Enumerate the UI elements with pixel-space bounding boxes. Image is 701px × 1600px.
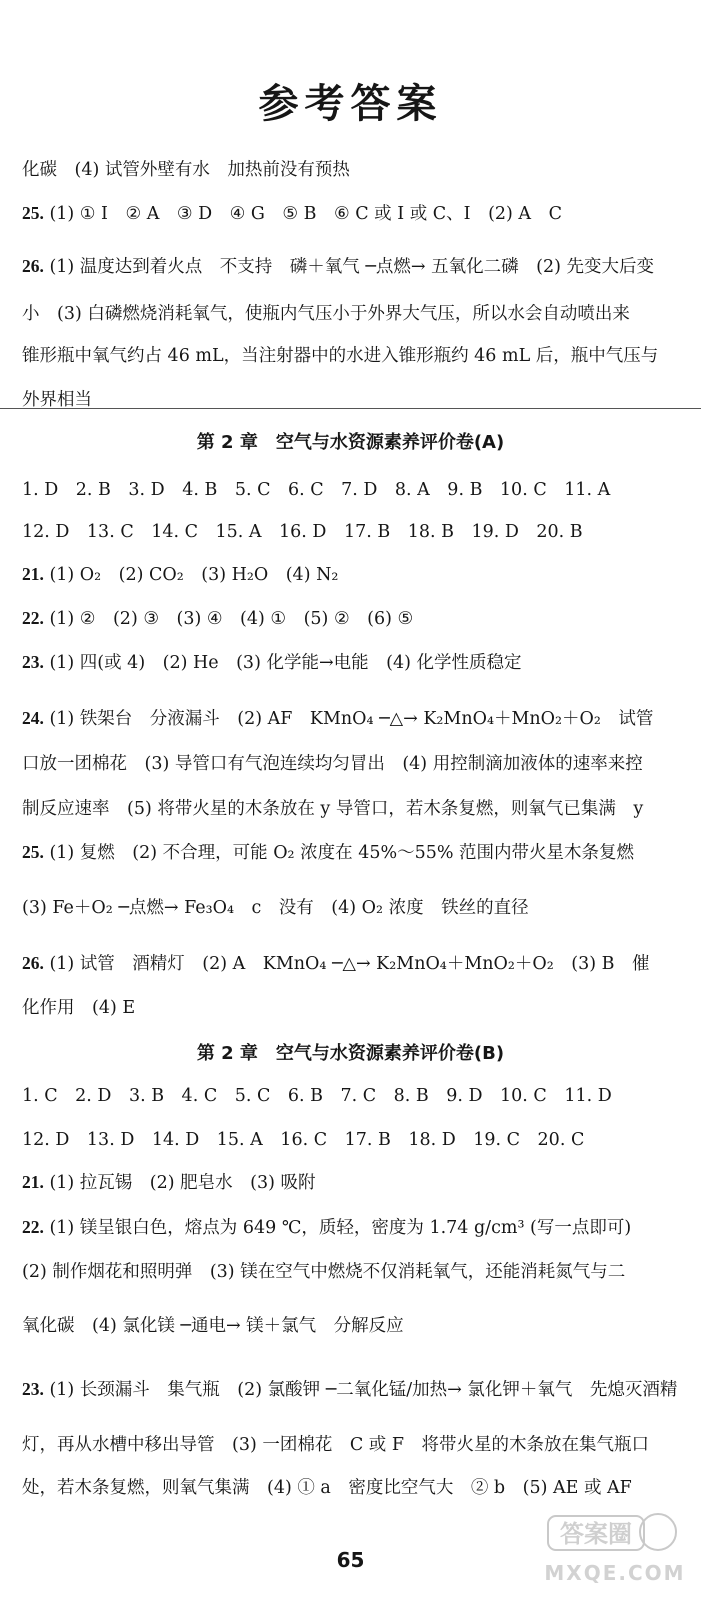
- answer-text: 1. C 2. D 3. B 4. C 5. C 6. B 7. C 8. B 9. D 10. C 11. D: [22, 1086, 612, 1106]
- answer-text: (1) O₂ (2) CO₂ (3) H₂O (4) N₂: [43, 565, 339, 585]
- answer-line: [22, 841, 687, 864]
- answer-line: [22, 996, 687, 1019]
- answer-line: [22, 158, 687, 181]
- answer-text: (1) ② (2) ③ (3) ④ (4) ① (5) ② (6) ⑤: [43, 609, 414, 629]
- answer-line: [22, 1216, 687, 1239]
- answer-line: [22, 1314, 687, 1337]
- answer-line: [22, 344, 687, 367]
- answer-text: (1) 四(或 4) (2) He (3) 化学能→电能 (4) 化学性质稳定: [43, 653, 522, 673]
- answer-line: [22, 563, 687, 586]
- svg-text:MXQE.COM: MXQE.COM: [544, 1561, 686, 1585]
- question-number: 22.: [22, 608, 44, 628]
- svg-text:答案圈: 答案圈: [560, 1520, 632, 1548]
- answer-line: [22, 651, 687, 674]
- answer-line: [22, 520, 687, 543]
- question-number: 26.: [22, 256, 44, 276]
- section-divider: [0, 408, 701, 409]
- answer-line: [22, 707, 687, 730]
- question-number: 24.: [22, 708, 44, 728]
- answer-text: (1) 长颈漏斗 集气瓶 (2) 氯酸钾 ─二氧化锰/加热→ 氯化钾＋氧气 先熄灭酒精: [43, 1380, 678, 1400]
- answer-text: 氧化碳 (4) 氯化镁 ─通电→ 镁＋氯气 分解反应: [22, 1316, 404, 1336]
- answer-text: 口放一团棉花 (3) 导管口有气泡连续均匀冒出 (4) 用控制滴加液体的速率来控: [22, 754, 643, 774]
- answer-text: 12. D 13. D 14. D 15. A 16. C 17. B 18. D 19. C 20. C: [22, 1130, 585, 1150]
- answer-text: (1) 试管 酒精灯 (2) A KMnO₄ ─△→ K₂MnO₄＋MnO₂＋O₂ (3) B 催: [43, 954, 650, 974]
- answer-text: (1) 拉瓦锡 (2) 肥皂水 (3) 吸附: [43, 1173, 316, 1193]
- answer-text: 化作用 (4) E: [22, 998, 136, 1018]
- answer-text: (2) 制作烟花和照明弹 (3) 镁在空气中燃烧不仅消耗氧气，还能消耗氮气与二: [22, 1262, 626, 1282]
- answer-text: (1) 复燃 (2) 不合理，可能 O₂ 浓度在 45%～55% 范围内带火星木条复燃: [43, 843, 635, 863]
- answer-line: [22, 1128, 687, 1151]
- answer-text: 1. D 2. B 3. D 4. B 5. C 6. C 7. D 8. A 9. B 10. C 11. A: [22, 480, 611, 500]
- answer-text: (1) 镁呈银白色，熔点为 649 ℃，质轻，密度为 1.74 g/cm³ (写一点即可): [43, 1218, 632, 1238]
- answer-text: 灯，再从水槽中移出导管 (3) 一团棉花 C 或 F 将带火星的木条放在集气瓶口: [22, 1435, 650, 1455]
- question-number: 21.: [22, 564, 44, 584]
- question-number: 26.: [22, 953, 44, 973]
- answer-line: [22, 1260, 687, 1283]
- answer-text: 小 (3) 白磷燃烧消耗氧气，使瓶内气压小于外界大气压，所以水会自动喷出来: [22, 304, 630, 324]
- answer-text: 外界相当: [22, 390, 92, 410]
- answer-text: (3) Fe＋O₂ ─点燃→ Fe₃O₄ c 没有 (4) O₂ 浓度 铁丝的直径: [22, 898, 529, 918]
- answer-text: 处，若木条复燃，则氧气集满 (4) ① a 密度比空气大 ② b (5) AE 或 AF: [22, 1478, 632, 1498]
- answer-line: [22, 302, 687, 325]
- page-number: 65: [336, 1548, 365, 1572]
- answer-line: [22, 478, 687, 501]
- answer-text: (1) 温度达到着火点 不支持 磷＋氧气 ─点燃→ 五氧化二磷 (2) 先变大后变: [43, 257, 654, 277]
- answer-text: 锥形瓶中氧气约占 46 mL，当注射器中的水进入锥形瓶约 46 mL 后，瓶中气压与: [22, 346, 659, 366]
- answer-line: [22, 1433, 687, 1456]
- answer-text: (1) 铁架台 分液漏斗 (2) AF KMnO₄ ─△→ K₂MnO₄＋MnO₂＋O₂ 试管: [43, 709, 654, 729]
- answer-line: [22, 896, 687, 919]
- answer-line: [22, 202, 687, 225]
- question-number: 23.: [22, 652, 44, 672]
- answer-line: [22, 255, 687, 278]
- question-number: 21.: [22, 1172, 44, 1192]
- answer-line: [22, 797, 687, 820]
- watermark-logo: [540, 1506, 690, 1592]
- answer-line: [22, 952, 687, 975]
- answer-line: [22, 607, 687, 630]
- question-number: 23.: [22, 1379, 44, 1399]
- answer-text: 化碳 (4) 试管外壁有水 加热前没有预热: [22, 160, 350, 180]
- question-number: 22.: [22, 1217, 44, 1237]
- page-title: 参考答案: [258, 81, 443, 127]
- answer-text: 12. D 13. C 14. C 15. A 16. D 17. B 18. B 19. D 20. B: [22, 522, 583, 542]
- question-number: 25.: [22, 842, 44, 862]
- answer-line: [22, 1378, 687, 1401]
- section-b-heading: 第 2 章 空气与水资源素养评价卷(B): [196, 1043, 505, 1064]
- answer-line: [22, 752, 687, 775]
- answer-line: [22, 1171, 687, 1194]
- answer-text: (1) ① I ② A ③ D ④ G ⑤ B ⑥ C 或 I 或 C、I (2) A C: [43, 204, 562, 224]
- question-number: 25.: [22, 203, 44, 223]
- answer-line: [22, 1476, 687, 1499]
- section-a-heading: 第 2 章 空气与水资源素养评价卷(A): [196, 432, 505, 453]
- answer-text: 制反应速率 (5) 将带火星的木条放在 y 导管口，若木条复燃，则氧气已集满 y: [22, 799, 644, 819]
- answer-line: [22, 1084, 687, 1107]
